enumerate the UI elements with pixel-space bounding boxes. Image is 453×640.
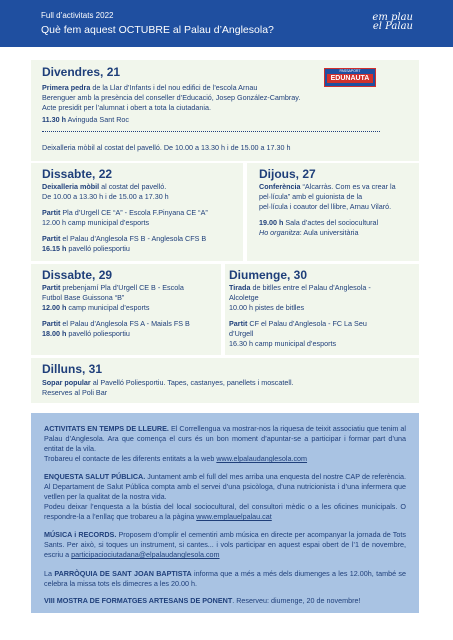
day-heading: Dissabte, 22 — [42, 167, 113, 181]
music-memories-notice: MÚSICA i RECORDS. Proposem d’omplir el cementiri amb música en directe per acompanyar la jornada de Tots Sants. Per això, si toques un instrument, si cantes... i vols participar en aquest espai obert de l’1 de novembre, escriu a participaciociutadana@elpalaudanglesola.com — [44, 530, 406, 559]
event-card-thursday-27: Dijous, 27 Conferència “Alcarràs. Com es va crear la pel·lícula” amb el guionista de la pel·lícula i coautor del llibre, Arnau Vilaró. 19.00 h Sala d’actes del sociocultural Ho organitza: Aula universitària — [247, 163, 419, 261]
event-card-saturday-29: Dissabte, 29 Partit prebenjamí Pla d’Urgell CE B - Escola Futbol Base Guissona “B” 12.00 h camp municipal d’esports Partit el Palau d’Anglesola FS A - Maials FS B 18.00 h pavelló poliesportiu — [31, 264, 221, 355]
parish-notice: La PARRÒQUIA DE SANT JOAN BAPTISTA informa que a més a més dels diumenges a les 12.00h, també se celebra la missa tots els dimecres a les 20.00 h. — [44, 569, 406, 588]
cheese-fair-notice: VIII MOSTRA DE FORMATGES ARTESANS DE PONENT. Reserveu: diumenge, 20 de novembre! — [44, 596, 361, 605]
page-header — [0, 0, 453, 47]
event-card-friday-21: Divendres, 21 Primera pedra de la Llar d’Infants i del nou edifici de l’escola Arnau Berenguer amb la presència del conseller d’Educació, Josep González-Cambray. Acte presidit per l’alumnat i obert a tota la ciutadania. 11.30 h Avinguda Sant Roc Deixalleria mòbil al costat del pavelló. De 10.00 a 13.30 h i de 15.00 a 17.30 h — [31, 60, 419, 161]
event-card-monday-31: Dilluns, 31 Sopar popular al Pavelló Poliesportiu. Tapes, castanyes, panellets i moscatell. Reserves al Poli Bar — [31, 358, 419, 403]
event-card-sunday-30: Diumenge, 30 Tirada de bitlles entre el Palau d’Anglesola - Alcoletge 10.00 h pistes de bitlles Partit CF el Palau d’Anglesola - FC La Seu d’Urgell 16.30 h camp municipal d’esports — [225, 264, 419, 355]
header-subtitle: Full d’activitats 2022 — [41, 11, 114, 20]
public-health-survey-notice: ENQUESTA SALUT PÚBLICA. Juntament amb el full del mes arriba una enquesta del nostre CAP de referència. Al Departament de Salut Pública compta amb el servei d’una psicòloga, d’una nutricionista i d’una infermera que vetllen per la qualitat de la nostra vida. Podeu deixar l’enquesta a la bústia del local sociocultural, del consultori mèdic o a les oficines municipals. O respondre-la a l’enllaç que trobareu a la pàgina www.emplauelpalau.cat — [44, 472, 406, 521]
day-heading: Dijous, 27 — [259, 167, 316, 181]
event-card-saturday-22: Dissabte, 22 Deixalleria mòbil al costat del pavelló. De 10.00 a 13.30 h i de 15.00 a 17.30 h Partit Pla d’Urgell CE “A” - Escola F.Pinyana CE “A” 12.00 h camp municipal d’esports Partit el Palau d’Anglesola FS B - Anglesola CFS B 16.15 h pavelló poliesportiu — [31, 163, 243, 261]
header-title: Què fem aquest OCTUBRE al Palau d’Anglesola? — [41, 24, 274, 36]
day-heading: Divendres, 21 — [42, 65, 121, 79]
survey-website-link[interactable]: www.emplauelpalau.cat — [196, 512, 272, 521]
day-heading: Dilluns, 31 — [42, 362, 103, 376]
passaport-edunauta-logo: PASSAPORT EDUNAUTA — [324, 68, 376, 87]
event-mobile-recycling: Deixalleria mòbil al costat del pavelló. De 10.00 a 13.30 h i de 15.00 a 17.30 h — [42, 143, 291, 152]
day-heading: Dissabte, 29 — [42, 268, 113, 282]
dotted-divider — [42, 131, 380, 132]
participation-email-link[interactable]: participaciociutadana@elpalaudanglesola.com — [71, 550, 220, 559]
leisure-activities-notice: ACTIVITATS EN TEMPS DE LLEURE. El Correllengua va mostrar-nos la riquesa de teixit associatiu que tenim al Palau d’Anglesola. Ara que comença el curs és un bon moment d’apuntar-se a participar i formar part d’una entitat de la vila. Trobareu el contacte de les diferents entitats a la web www.elpalaudanglesola.com — [44, 424, 406, 463]
em-plau-el-palau-logo: em plau el Palau — [372, 12, 413, 32]
event-first-stone: Primera pedra de la Llar d’Infants i del nou edifici de l’escola Arnau — [42, 83, 258, 92]
entities-website-link[interactable]: www.elpalaudanglesola.com — [216, 454, 308, 463]
info-panel — [31, 413, 419, 613]
day-heading: Diumenge, 30 — [229, 268, 308, 282]
